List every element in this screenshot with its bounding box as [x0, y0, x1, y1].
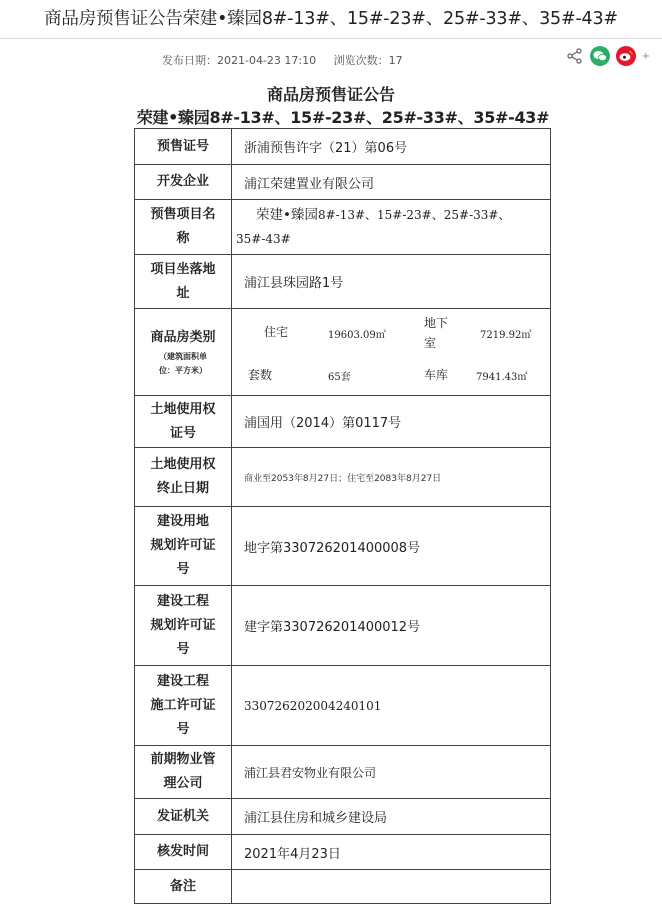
basement-area: 7219.92㎡: [480, 330, 532, 341]
remarks-label: 备注: [135, 870, 232, 904]
table-row: [135, 586, 551, 666]
view-count: 浏览次数：17: [333, 54, 403, 67]
land-cert-label: 土地使用权 证号: [135, 396, 232, 448]
project-plan-value: 建字第330726201400012号: [232, 586, 551, 666]
table-row: [135, 129, 551, 165]
construction-value: 330726202004240101: [232, 666, 551, 746]
location-label: 项目坐落地 址: [135, 255, 232, 309]
basement-label: 地下 室: [424, 316, 449, 350]
table-row: [135, 200, 551, 255]
weibo-icon[interactable]: [616, 46, 636, 66]
permit-no-label: 预售证号: [135, 129, 232, 165]
wechat-icon[interactable]: [590, 46, 610, 66]
garage-label: 车库: [424, 368, 449, 382]
housing-types-label: 商品房类别 （建筑面积单 位：平方米）: [135, 309, 232, 396]
table-row: [135, 309, 551, 396]
issuer-label: 发证机关: [135, 799, 232, 835]
units-label: 套数: [248, 368, 273, 382]
table-row: [135, 870, 551, 904]
issue-date-value: 2021年4月23日: [232, 835, 551, 870]
land-cert-value: 浦国用（2014）第0117号: [232, 396, 551, 448]
article-meta: [162, 52, 417, 68]
table-row: [135, 746, 551, 799]
garage-area: 7941.43㎡: [476, 372, 528, 383]
land-plan-value: 地字第330726201400008号: [232, 507, 551, 586]
location-value: 浦江县珠园路1号: [232, 255, 551, 309]
share-bar: [566, 45, 650, 67]
property-mgmt-label: 前期物业管 理公司: [135, 746, 232, 799]
table-row: [135, 507, 551, 586]
land-plan-label: 建设用地 规划许可证 号: [135, 507, 232, 586]
presale-info-table: [134, 128, 551, 904]
housing-types-value: [232, 309, 551, 396]
land-expiry-label: 土地使用权 终止日期: [135, 448, 232, 507]
issue-date-label: 核发时间: [135, 835, 232, 870]
table-row: [135, 396, 551, 448]
residential-area: 19603.09㎡: [328, 330, 386, 341]
developer-label: 开发企业: [135, 165, 232, 200]
construction-label: 建设工程 施工许可证 号: [135, 666, 232, 746]
residential-label: 住宅: [264, 325, 289, 339]
project-plan-label: 建设工程 规划许可证 号: [135, 586, 232, 666]
document-subtitle: 荣建•臻园8#-13#、15#-23#、25#-33#、35#-43#: [136, 108, 550, 127]
land-expiry-value: 商业至2053年8月27日；住宅至2083年8月27日: [232, 448, 551, 507]
permit-no-value: 浙浦预售许字（21）第06号: [232, 129, 551, 165]
table-row: [135, 448, 551, 507]
table-row: [135, 666, 551, 746]
document-title: 商品房预售证公告: [266, 85, 395, 104]
page-title: 商品房预售证公告荣建•臻园8#-13#、15#-23#、25#-33#、35#-43#: [44, 9, 618, 29]
table-row: [135, 835, 551, 870]
table-row: [135, 165, 551, 200]
table-row: [135, 799, 551, 835]
developer-value: 浦江荣建置业有限公司: [232, 165, 551, 200]
project-name-value: 荣建•臻园8#-13#、15#-23#、25#-33#、 35#-43#: [232, 200, 551, 255]
publish-date: 发布日期：2021-04-23 17:10: [162, 54, 317, 67]
remarks-value: [232, 870, 551, 904]
project-name-label: 预售项目名 称: [135, 200, 232, 255]
share-more-button[interactable]: +: [641, 50, 650, 62]
divider: [0, 38, 662, 39]
table-row: [135, 255, 551, 309]
share-icon[interactable]: [566, 47, 584, 65]
units-value: 65套: [328, 372, 351, 383]
issuer-value: 浦江县住房和城乡建设局: [232, 799, 551, 835]
property-mgmt-value: 浦江县君安物业有限公司: [232, 746, 551, 799]
